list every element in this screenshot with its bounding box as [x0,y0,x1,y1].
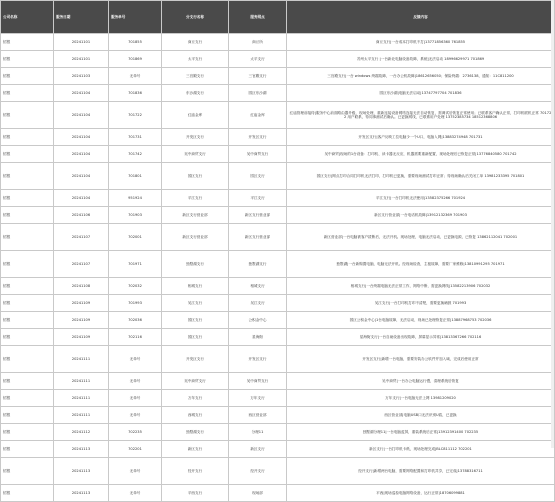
cell-ticket[interactable]: 701836 [109,85,162,102]
cell-company[interactable]: 招银 [1,278,54,295]
cell-ticket[interactable]: 无单号 [109,68,162,85]
cell-date[interactable]: 20241101 [54,34,109,51]
header-date[interactable]: 服务日期 [54,1,109,34]
cell-branch[interactable]: 新区支行 [162,441,229,458]
cell-date[interactable]: 20241109 [54,329,109,346]
cell-ticket[interactable]: 无单号 [109,485,162,502]
table-row[interactable] [1,485,555,502]
cell-ticket[interactable]: 701801 [109,163,162,190]
cell-site[interactable]: 红庙金库 [229,102,287,129]
header-branch[interactable]: 分支行名称 [162,1,229,34]
cell-branch[interactable]: 新区支行营业部 [162,224,229,251]
cell-branch[interactable]: 吴中商贸支行 [162,146,229,163]
table-row[interactable] [1,163,555,190]
cell-site[interactable]: 相城支行 [229,278,287,295]
cell-site[interactable]: 吴中商贸支行 [229,373,287,390]
cell-ticket[interactable]: 702032 [109,278,162,295]
cell-company[interactable]: 招银 [1,51,54,68]
cell-company[interactable]: 招银 [1,102,54,129]
cell-date[interactable]: 20241112 [54,424,109,441]
cell-date[interactable]: 20241109 [54,295,109,312]
cell-branch[interactable]: 相城支行 [162,278,229,295]
cell-branch[interactable]: 独墅湖支行 [162,424,229,441]
cell-date[interactable]: 20241109 [54,312,109,329]
cell-date[interactable]: 20241104 [54,190,109,207]
cell-content[interactable]: 经开支行|新增两台电脑，需要网络配置和打印机共享，已完成|13788316711 [287,458,555,485]
cell-date[interactable]: 20241111 [54,373,109,390]
cell-branch[interactable]: 园区支行 [162,163,229,190]
cell-site[interactable]: 新区支行营业部 [229,207,287,224]
table-row[interactable] [1,102,555,129]
cell-content[interactable]: 开发区支行|新增一台电脑，需要安装办公软件并加入域，完成后使用正常 [287,346,555,373]
cell-content[interactable]: 西区营业部|电脑USB口无法识别U盾，已更换 [287,407,555,424]
cell-company[interactable]: 招银 [1,458,54,485]
cell-content[interactable]: 平江支行|一台打印机无法使用|13582375266 701924 [287,190,555,207]
cell-company[interactable]: 招银 [1,485,54,502]
cell-company[interactable]: 招银 [1,190,54,207]
cell-branch[interactable]: 新区支行营业部 [162,207,229,224]
table-row[interactable] [1,190,555,207]
cell-ticket[interactable]: 701722 [109,102,162,129]
cell-site[interactable]: 吴江支行 [229,295,287,312]
table-row[interactable] [1,85,555,102]
cell-company[interactable]: 招银 [1,163,54,190]
cell-content[interactable]: 新区营业部|一台电脑被客户拔断后，无法开机。现场处理，电脑无法启动，已更换电源，已恢复 13862112041 702001 [287,224,555,251]
cell-site[interactable]: 吴中商贸支行 [229,146,287,163]
cell-site[interactable]: 分理11 [229,424,287,441]
cell-content[interactable]: 商丘支行|一台成本打印机不打|13771856360 761855 [287,34,555,51]
cell-branch[interactable]: 园区支行 [162,312,229,329]
cell-site[interactable]: 西区营业部 [229,407,287,424]
cell-content[interactable]: 星海街支行|一台自助设备出现故障，屏幕显示异常|13813367266 702116 [287,329,555,346]
table-row[interactable] [1,68,555,85]
cell-content[interactable]: 三官殿支行|一台 windows 终端故障，一台办公机故障|18612656050；保险终端：2736138，通知：11C811200 [287,68,555,85]
table-row[interactable] [1,346,555,373]
cell-ticket[interactable]: 无单号 [109,373,162,390]
cell-branch[interactable]: 平江支行 [162,190,229,207]
cell-company[interactable]: 招银 [1,407,54,424]
cell-date[interactable]: 20241106 [54,207,109,224]
cell-branch[interactable]: 吴中商贸支行 [162,373,229,390]
cell-site[interactable]: 开发区支行 [229,129,287,146]
cell-date[interactable]: 20241107 [54,251,109,278]
cell-site[interactable]: 开发区支行 [229,346,287,373]
table-row[interactable] [1,129,555,146]
cell-company[interactable]: 招银 [1,224,54,251]
cell-date[interactable]: 20241108 [54,278,109,295]
cell-site[interactable]: 现场部 [229,485,287,502]
cell-ticket[interactable]: 无单号 [109,407,162,424]
cell-branch[interactable]: 东沙湖支行 [162,85,229,102]
cell-date[interactable]: 20241104 [54,146,109,163]
cell-ticket[interactable]: 701903 [109,207,162,224]
cell-ticket[interactable]: 702116 [109,329,162,346]
cell-site[interactable]: 经开支行 [229,458,287,485]
cell-branch[interactable]: 万年支行 [162,390,229,407]
table-row[interactable] [1,329,555,346]
cell-content[interactable]: 平西|现场巡检电脑网络设备，运行正常|18706099881 [287,485,555,502]
table-row[interactable] [1,278,555,295]
cell-branch[interactable]: 红庙金库 [162,102,229,129]
table-row[interactable] [1,51,555,68]
cell-company[interactable]: 招银 [1,312,54,329]
cell-company[interactable]: 招银 [1,424,54,441]
cell-content[interactable]: 独墅湖分理11|一台电脑蓝屏，重装系统后正常|13912391400 702235 [287,424,555,441]
cell-branch[interactable]: 吴江支行 [162,295,229,312]
header-ticket[interactable]: 服务单号 [109,1,162,34]
cell-ticket[interactable]: 951924 [109,190,162,207]
cell-content[interactable]: 新区支行|一台打印机卡纸，现场处理完成|BLC811112 702201 [287,441,555,458]
cell-company[interactable]: 招银 [1,390,54,407]
cell-date[interactable]: 20241101 [54,51,109,68]
cell-company[interactable]: 招银 [1,146,54,163]
cell-date[interactable]: 20241113 [54,458,109,485]
cell-date[interactable]: 20241104 [54,85,109,102]
cell-company[interactable]: 招银 [1,207,54,224]
vertical-scrollbar[interactable] [551,0,554,448]
cell-ticket[interactable]: 701993 [109,295,162,312]
table-row[interactable] [1,251,555,278]
cell-content[interactable]: 园区公积金中心|1台电脑故障，无法启动，现场已处理恢复正常|13887968753 702036 [287,312,555,329]
cell-site[interactable]: 星海街 [229,329,287,346]
cell-company[interactable]: 招银 [1,295,54,312]
table-row[interactable] [1,312,555,329]
cell-date[interactable]: 20241111 [54,390,109,407]
table-row[interactable] [1,34,555,51]
cell-site[interactable]: 新区支行 [229,441,287,458]
cell-company[interactable]: 招银 [1,251,54,278]
cell-site[interactable]: 三官殿支行 [229,68,287,85]
cell-branch[interactable]: 经开支行 [162,458,229,485]
cell-branch[interactable]: 商丘支行 [162,34,229,51]
cell-company[interactable]: 招银 [1,441,54,458]
cell-ticket[interactable]: 702201 [109,441,162,458]
header-row [1,1,555,34]
table-row[interactable] [1,458,555,485]
cell-date[interactable]: 20241104 [54,102,109,129]
cell-site[interactable]: 独墅湖支行 [229,251,287,278]
cell-branch[interactable]: 太平支行 [162,51,229,68]
cell-branch[interactable]: 开发区支行 [162,346,229,373]
cell-site[interactable]: 万年支行 [229,390,287,407]
cell-content[interactable]: 吴江支行|一台打印机打印不清楚，需要更换硒鼓 701993 [287,295,555,312]
table-row[interactable] [1,224,555,251]
cell-content[interactable]: 万年支行|一台电脑无法上网 13981209020 [287,390,555,407]
table-row[interactable] [1,441,555,458]
cell-content[interactable]: 吴中商贸|现场的1台设备：打印机、读卡器无反应，机器需要重新配置，现场处理后已恢复正常|13776840580 701742 [287,146,555,163]
cell-date[interactable]: 20241111 [54,407,109,424]
header-site[interactable]: 服务网点 [229,1,287,34]
cell-branch[interactable]: 园区支行 [162,329,229,346]
cell-site[interactable]: 平江支行 [229,190,287,207]
cell-company[interactable]: 招银 [1,85,54,102]
table-row[interactable] [1,295,555,312]
cell-ticket[interactable]: 无单号 [109,390,162,407]
cell-ticket[interactable]: 702235 [109,424,162,441]
cell-ticket[interactable]: 701869 [109,51,162,68]
cell-ticket[interactable]: 无单号 [109,458,162,485]
cell-date[interactable]: 20241107 [54,224,109,251]
cell-ticket[interactable]: 701855 [109,34,162,51]
table-row[interactable] [1,146,555,163]
header-content[interactable]: 反馈内容 [287,1,555,34]
cell-site[interactable]: 新区支行营业部 [229,224,287,251]
cell-branch[interactable]: 平西支行 [162,485,229,502]
cell-content[interactable]: 相城支行|一台终端电脑无法正常工作，网络中断，需更换网线|13582213906 702032 [287,278,555,295]
cell-branch[interactable]: 三官殿支行 [162,68,229,85]
cell-content[interactable]: 园区支行|网点打印合同打印机无法打印，打印机已更换，需要现场测试打印正常；待现场确认后关闭工单 13981233395 701801 [287,163,555,190]
table-row[interactable] [1,373,555,390]
cell-company[interactable]: 招银 [1,373,54,390]
cell-date[interactable]: 20241103 [54,68,109,85]
cell-date[interactable]: 20241104 [54,129,109,146]
table-row[interactable] [1,390,555,407]
cell-ticket[interactable]: 701971 [109,251,162,278]
cell-company[interactable]: 招银 [1,346,54,373]
cell-ticket[interactable]: 702001 [109,224,162,251]
cell-date[interactable]: 20241113 [54,485,109,502]
cell-branch[interactable]: 西城支行 [162,407,229,424]
cell-content[interactable]: 独墅湖|一台新购置电脑，电脑无法开机。经现场检查，主板故障，需要厂家维修|13810991295 701971 [287,251,555,278]
cell-site[interactable]: 商丘所 [229,34,287,51]
cell-ticket[interactable]: 702036 [109,312,162,329]
cell-company[interactable]: 招银 [1,129,54,146]
cell-content[interactable]: 红庙管理前接待|服务中心前面路由器升级，现场处理，重新连接设备网络连接无法自动恢复，需调试后恢复正常使用；已联系客户确认正常，打印机联机正常 701722 用户联系，待同事测试后确认。已更换网线，已联系用户处理 13752385734 18512368806 [287,102,555,129]
cell-site[interactable]: 园区东沙湖 [229,85,287,102]
cell-content[interactable]: 新区支行营业部|一台电话机故障|13912132369 701903 [287,207,555,224]
cell-site[interactable]: 园区支行 [229,163,287,190]
cell-ticket[interactable]: 无单号 [109,346,162,373]
cell-ticket[interactable]: 701742 [109,146,162,163]
cell-ticket[interactable]: 701731 [109,129,162,146]
cell-content[interactable]: 吴中商贸|一台办公电脑运行慢，清理系统后恢复 [287,373,555,390]
cell-date[interactable]: 20241111 [54,346,109,373]
cell-content[interactable]: 园区东沙湖|电脑无法启动|13747797704 701836 [287,85,555,102]
cell-company[interactable]: 招银 [1,34,54,51]
cell-site[interactable]: 公积金中心 [229,312,287,329]
cell-site[interactable]: 太平支行 [229,51,287,68]
table-row[interactable] [1,407,555,424]
cell-date[interactable]: 20241104 [54,163,109,190]
cell-branch[interactable]: 独墅湖支行 [162,251,229,278]
cell-content[interactable]: 苏州太平支行 |一台新北电脑设备故障，系统|无法启动 18996629971 701869 [287,51,555,68]
cell-date[interactable]: 20241113 [54,441,109,458]
cell-company[interactable]: 招银 [1,329,54,346]
cell-content[interactable]: 开发区支行|客户反映工位电脑少一个U口，电脑入网|13883274948 701731 [287,129,555,146]
table-row[interactable] [1,207,555,224]
header-company[interactable]: 公司名称 [1,1,54,34]
table-row[interactable] [1,424,555,441]
cell-company[interactable]: 招银 [1,68,54,85]
cell-branch[interactable]: 开发区支行 [162,129,229,146]
